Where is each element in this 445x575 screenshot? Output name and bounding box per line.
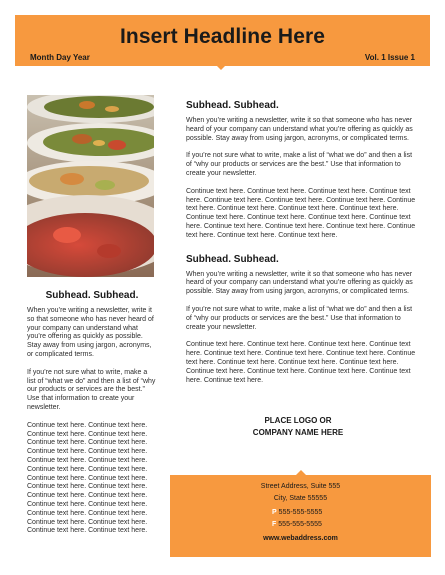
fax-tag: F bbox=[272, 521, 277, 528]
main-column bbox=[186, 100, 416, 394]
phone-tag: P bbox=[272, 509, 277, 516]
street-address: Street Address, Suite 555 bbox=[260, 483, 341, 490]
headline: Insert Headline Here bbox=[119, 25, 326, 48]
logo-line-2: COMPANY NAME HERE bbox=[252, 428, 344, 437]
fax-number: 555-555-5555 bbox=[278, 521, 322, 528]
main-s2-paragraph-3: Continue text here. Continue text here. Continue text here. Continue text here. Continue text here. Continue text here. Continue text here. Continue text here. Continue text here. Continue text here. Continue text here. Continue text here. Continue text here. Continue text here. Continue text here. Continue text here. bbox=[186, 341, 416, 384]
main-s1-paragraph-2: If you’re not sure what to write, make a list of “what we do” and then a list of “why our products or services are the best.” Use that information to create your newsletter. bbox=[186, 152, 413, 177]
masthead-notch bbox=[217, 66, 225, 70]
main-s2-paragraph-2: If you’re not sure what to write, make a list of “what we do” and then a list of “why our products or services are the best.” Use that information to create your newsletter. bbox=[186, 305, 413, 331]
main-subhead-1: Subhead. Subhead. bbox=[186, 100, 279, 111]
left-paragraph-3: Continue text here. Continue text here. Continue text here. Continue text here. Continue text here. Continue text here. Continue text here. Continue text here. Continue text here. Continue text here. Continue text here. Continue text here. Continue text here. Continue text here. Continue text here. Continue text here. Continue text here. Continue text here. Continue text here. Continue text here. Continue text here. Continue text here. Continue text here. Continue text here. Continue text here. Continue text here. bbox=[27, 421, 148, 535]
phone-number: 555-555-5555 bbox=[278, 509, 323, 516]
logo-placeholder bbox=[233, 415, 363, 439]
left-paragraph-1: When you’re writing a newsletter, write it so that someone who has never heard of your company can understand what you’re offering as quickly as possible. Stay away from using jargon, acronyms, or complicated terms. bbox=[27, 307, 154, 358]
web-address[interactable]: www.webaddress.com bbox=[263, 535, 338, 542]
food-photo bbox=[27, 95, 154, 277]
main-s1-paragraph-1: When you’re writing a newsletter, write it so that someone who has never heard of your company can understand what you’re offering as quickly as possible. Stay away from using jargon, acronyms, or complicated terms. bbox=[186, 117, 413, 142]
contact-box bbox=[170, 475, 431, 557]
left-paragraph-2: If you’re not sure what to write, make a list of “what we do” and then a list of “why our products or services are the best.” Use that information to create your newsletter. bbox=[27, 368, 156, 411]
logo-line-1: PLACE LOGO OR bbox=[264, 416, 332, 425]
main-subhead-2: Subhead. Subhead. bbox=[186, 253, 279, 265]
dateline bbox=[15, 53, 430, 66]
phone-line bbox=[272, 509, 322, 516]
city-state: City, State 55555 bbox=[273, 495, 328, 502]
main-s2-paragraph-1: When you’re writing a newsletter, write it so that someone who has never heard of your company can understand what you’re offering as quickly as possible. Stay away from using jargon, acronyms, or complicated terms. bbox=[186, 270, 413, 296]
main-s1-paragraph-3: Continue text here. Continue text here. Continue text here. Continue text here. Continue text here. Continue text here. Continue text here. Continue text here. Continue text here. Continue text here. Continue text here. Continue text here. Continue text here. Continue text here. Continue text here. Continue text here. Continue text here. Continue text here. Continue text here. Continue text here. Continue text here. bbox=[186, 187, 416, 239]
issue-number: Vol. 1 Issue 1 bbox=[364, 53, 415, 62]
left-column bbox=[27, 290, 157, 545]
issue-date: Month Day Year bbox=[30, 53, 90, 62]
fax-line bbox=[272, 521, 322, 528]
left-subhead: Subhead. Subhead. bbox=[45, 290, 139, 301]
